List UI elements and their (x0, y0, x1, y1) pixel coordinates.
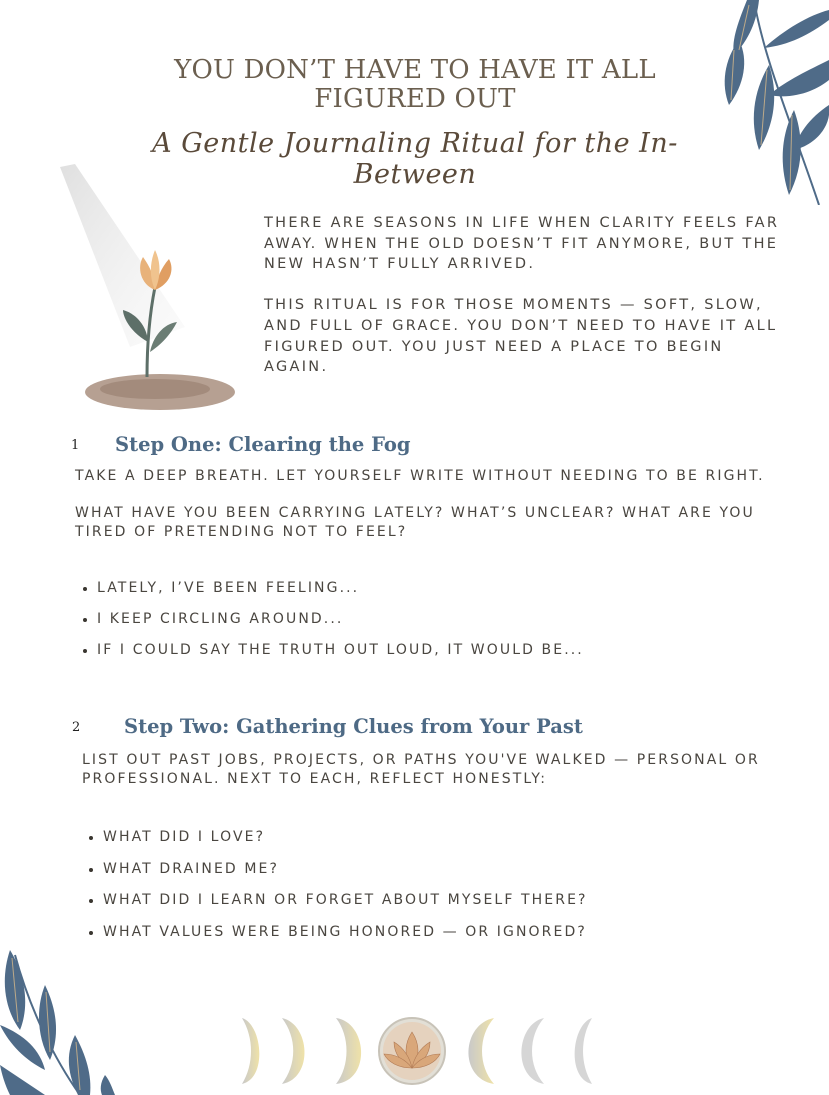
page-title: YOU DON’T HAVE TO HAVE IT ALL FIGURED OUT (174, 55, 656, 114)
step-1-paragraph-2: WHAT HAVE YOU BEEN CARRYING LATELY? WHAT’S UNCLEAR? WHAT ARE YOU TIRED OF PRETENDING NOT TO FEEL? (75, 505, 755, 540)
list-item: I KEEP CIRCLING AROUND... (81, 611, 584, 642)
step-1-title: Step One: Clearing the Fog (115, 433, 411, 456)
step-2-number: 2 (72, 720, 81, 735)
intro-text (264, 213, 794, 378)
step-1-paragraph-1: TAKE A DEEP BREATH. LET YOURSELF WRITE WITHOUT NEEDING TO BE RIGHT. (75, 468, 765, 484)
list-item: WHAT VALUES WERE BEING HONORED — OR IGNORED? (87, 924, 588, 956)
step-1-body (75, 467, 775, 542)
leaf-branch-bottom-left-icon (0, 950, 125, 1095)
flower-illustration-icon (55, 162, 245, 417)
step-2-title: Step Two: Gathering Clues from Your Past (124, 715, 583, 738)
intro-paragraph-1: THERE ARE SEASONS IN LIFE WHEN CLARITY FEELS FAR AWAY. WHEN THE OLD DOESN’T FIT ANYMORE, BUT THE NEW HASN’T FULLY ARRIVED. (264, 215, 780, 273)
step-1-number: 1 (71, 438, 80, 453)
step-1-prompt-list (81, 580, 584, 673)
list-item: WHAT DID I LOVE? (87, 829, 588, 861)
list-item: IF I COULD SAY THE TRUTH OUT LOUD, IT WOULD BE... (81, 642, 584, 673)
list-item: WHAT DID I LEARN OR FORGET ABOUT MYSELF THERE? (87, 892, 588, 924)
page-subtitle: A Gentle Journaling Ritual for the In-Between (152, 128, 678, 190)
intro-paragraph-2: THIS RITUAL IS FOR THOSE MOMENTS — SOFT, SLOW, AND FULL OF GRACE. YOU DON’T NEED TO HAVE IT ALL FIGURED OUT. YOU JUST NEED A PLACE TO BEGIN AGAIN. (264, 297, 778, 376)
step-2-body (82, 751, 772, 789)
list-item: WHAT DRAINED ME? (87, 861, 588, 893)
step-2-paragraph-1: LIST OUT PAST JOBS, PROJECTS, OR PATHS YOU'VE WALKED — PERSONAL OR PROFESSIONAL. NEXT TO EACH, REFLECT HONESTLY: (82, 752, 760, 787)
list-item: LATELY, I’VE BEEN FEELING... (81, 580, 584, 611)
moon-phases-icon (232, 1014, 602, 1088)
step-2-prompt-list (87, 829, 588, 955)
